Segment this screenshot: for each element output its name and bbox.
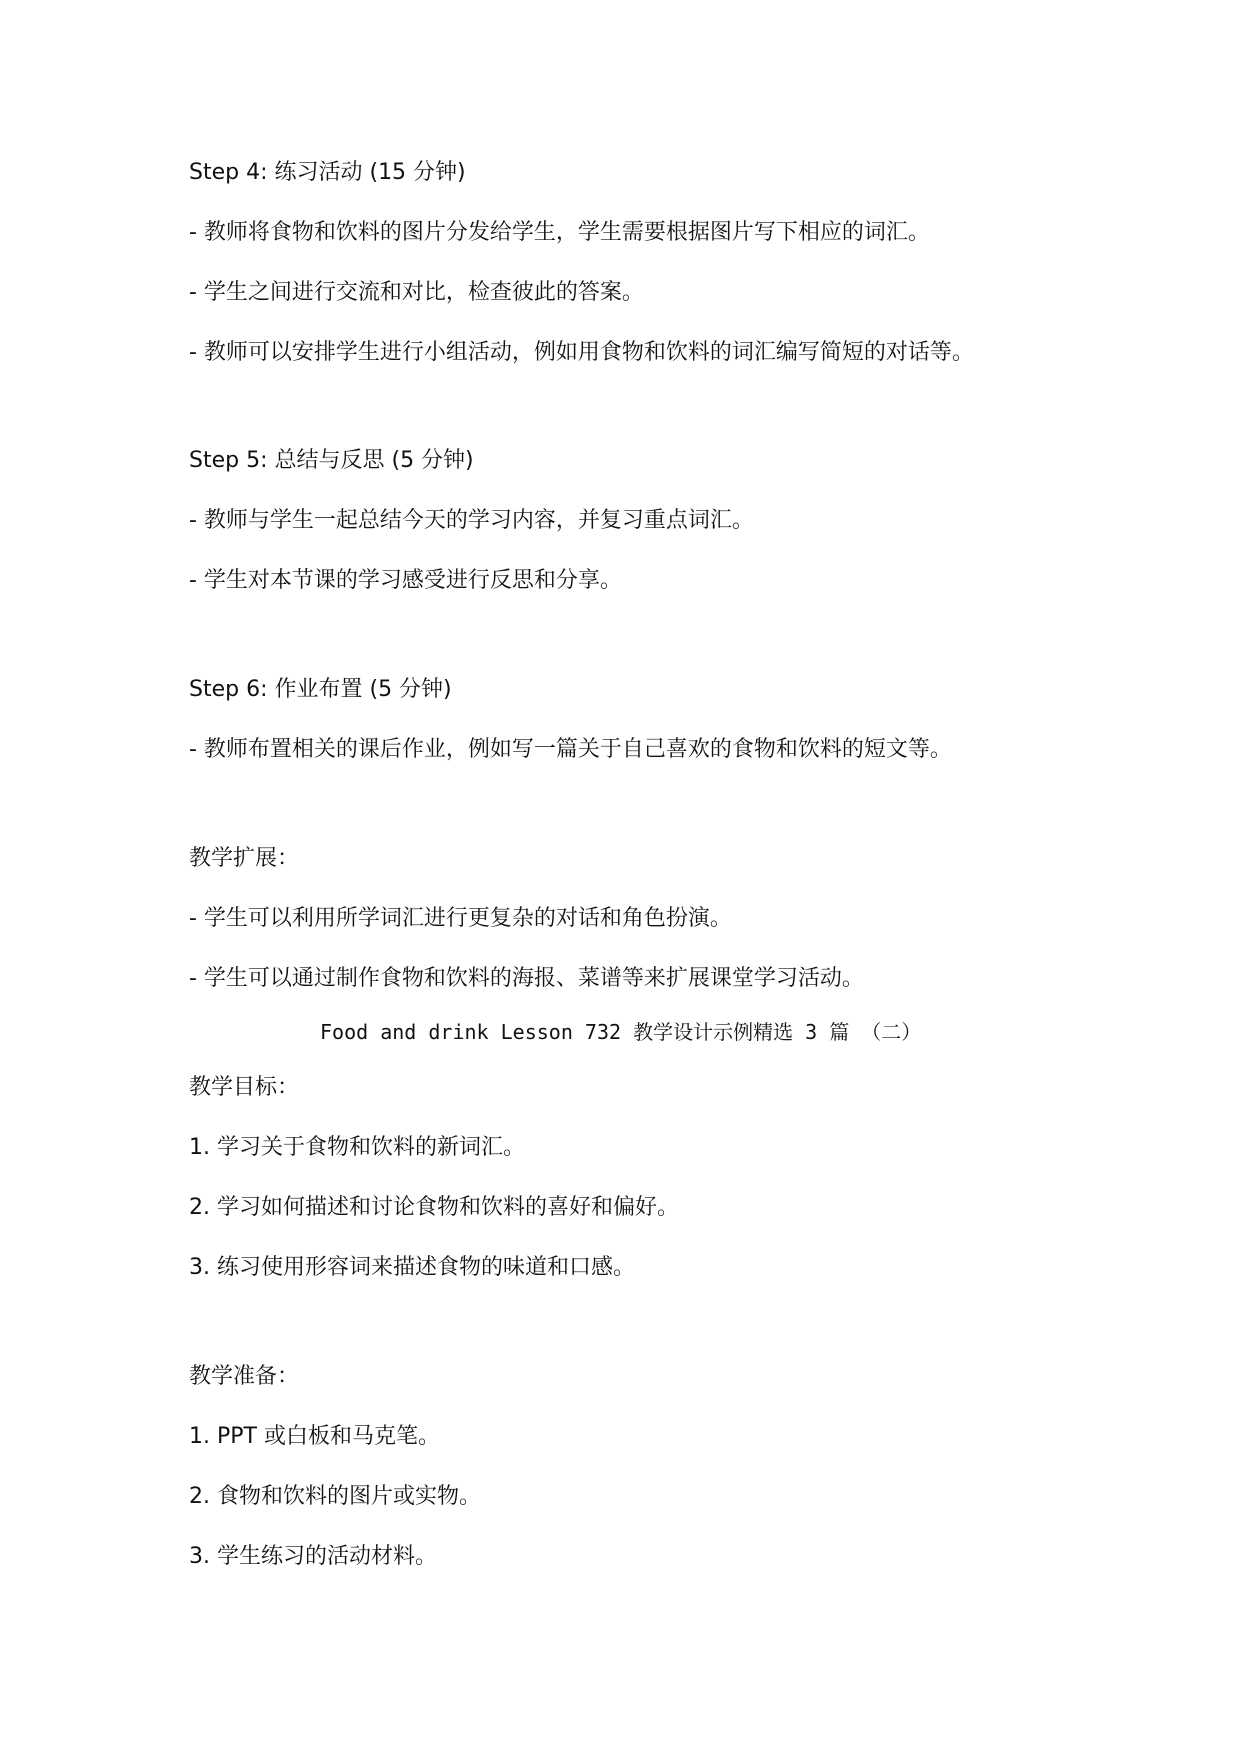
step4-heading: Step 4: 练习活动 (15 分钟) — [189, 160, 466, 185]
objective-item-2: 2. 学习如何描述和讨论食物和饮料的喜好和偏好。 — [189, 1195, 679, 1220]
preparation-item-3: 3. 学生练习的活动材料。 — [189, 1544, 437, 1569]
step5-item-1: - 教师与学生一起总结今天的学习内容，并复习重点词汇。 — [189, 508, 754, 533]
step4-item-3: - 教师可以安排学生进行小组活动，例如用食物和饮料的词汇编写简短的对话等。 — [189, 340, 974, 365]
section-title: Food and drink Lesson 732 教学设计示例精选 3 篇 （二） — [320, 1020, 922, 1044]
preparation-heading: 教学准备： — [189, 1364, 300, 1389]
extension-heading: 教学扩展： — [189, 846, 300, 871]
step6-item-1: - 教师布置相关的课后作业，例如写一篇关于自己喜欢的食物和饮料的短文等。 — [189, 737, 952, 762]
preparation-item-1: 1. PPT 或白板和马克笔。 — [189, 1424, 440, 1449]
step6-heading: Step 6: 作业布置 (5 分钟) — [189, 677, 452, 702]
objective-item-3: 3. 练习使用形容词来描述食物的味道和口感。 — [189, 1255, 635, 1280]
step4-item-2: - 学生之间进行交流和对比，检查彼此的答案。 — [189, 280, 644, 305]
objectives-heading: 教学目标： — [189, 1075, 300, 1100]
objective-item-1: 1. 学习关于食物和饮料的新词汇。 — [189, 1135, 525, 1160]
preparation-item-2: 2. 食物和饮料的图片或实物。 — [189, 1484, 481, 1509]
extension-item-2: - 学生可以通过制作食物和饮料的海报、菜谱等来扩展课堂学习活动。 — [189, 966, 864, 991]
extension-item-1: - 学生可以利用所学词汇进行更复杂的对话和角色扮演。 — [189, 906, 732, 931]
step5-heading: Step 5: 总结与反思 (5 分钟) — [189, 448, 474, 473]
step5-item-2: - 学生对本节课的学习感受进行反思和分享。 — [189, 568, 622, 593]
step4-item-1: - 教师将食物和饮料的图片分发给学生，学生需要根据图片写下相应的词汇。 — [189, 220, 930, 245]
